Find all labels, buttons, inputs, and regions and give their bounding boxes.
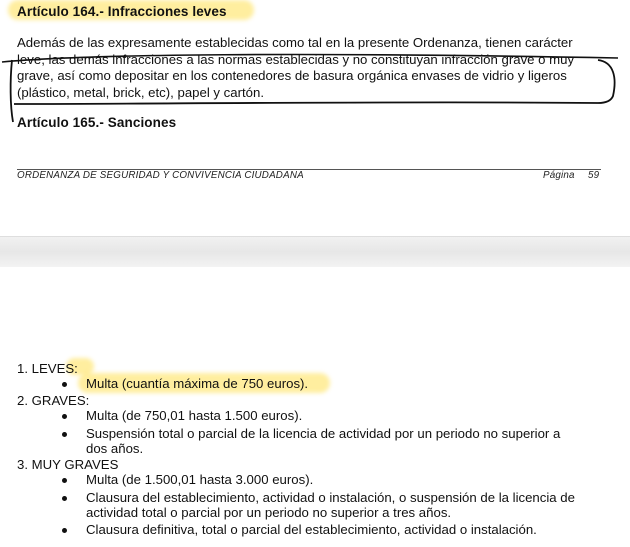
footer-page-label: Página — [543, 170, 575, 181]
bullet — [62, 528, 67, 533]
sanction-level-label: 1. LEVES: — [17, 361, 78, 376]
ink-underline — [14, 102, 598, 104]
paragraph-line: Además de las expresamente establecidas como tal en la presente Ordenanza, tienen carácter — [17, 35, 573, 50]
footer-document-name: ORDENANZA DE SEGURIDAD Y CONVIVENCIA CIUDADANA — [17, 170, 304, 181]
bullet — [62, 478, 67, 483]
sanction-item — [86, 427, 606, 453]
sanction-level-label: 2. GRAVES: — [17, 393, 90, 408]
page-gap — [0, 236, 630, 268]
sanction-item-line: Multa (de 1.500,01 hasta 3.000 euros). — [86, 472, 314, 487]
sanction-item — [86, 473, 606, 488]
paragraph-line: (plástico, metal, brick, etc), papel y cartón. — [17, 84, 264, 100]
sanction-item-line: Multa (de 750,01 hasta 1.500 euros). — [86, 408, 303, 423]
sanction-level-label: 3. MUY GRAVES — [17, 457, 119, 472]
sanction-item — [86, 377, 606, 392]
ink-strike-line — [2, 55, 618, 62]
sanction-item-line: Clausura definitiva, total o parcial del establecimiento, actividad o instalación. — [86, 522, 537, 537]
sanction-item-line: dos años. — [86, 441, 144, 453]
paragraph-line: grave, así como depositar en los contenedores de basura orgánica envases de vidrio y ligeros — [17, 68, 567, 83]
article-164-title: Artículo 164.- Infracciones leves — [17, 4, 227, 19]
bullet — [62, 414, 67, 419]
sanction-item-line: actividad total o parcial por un periodo no superior a tres años. — [86, 504, 452, 520]
sanction-item — [86, 523, 606, 538]
article-165-title: Artículo 165.- Sanciones — [17, 115, 177, 130]
sanction-item — [86, 409, 606, 424]
footer-page-number: 59 — [588, 170, 600, 181]
sanction-item — [86, 491, 606, 520]
sanction-item-line: Multa (cuantía máxima de 750 euros). — [86, 376, 309, 391]
ink-left-bracket — [11, 60, 13, 122]
bullet — [62, 496, 67, 501]
sanction-item-line: Suspensión total o parcial de la licencia de actividad por un periodo no superior a — [86, 426, 561, 441]
ink-right-bracket — [598, 60, 615, 103]
bullet — [62, 432, 67, 437]
bullet — [62, 382, 67, 387]
sanction-item-line: Clausura del establecimiento, actividad o instalación, o suspensión de la licencia de — [86, 490, 575, 505]
paragraph-line-struck: leve, las demás infracciones a las normas establecidas y no constituyan infracción grave o muy — [17, 51, 575, 67]
